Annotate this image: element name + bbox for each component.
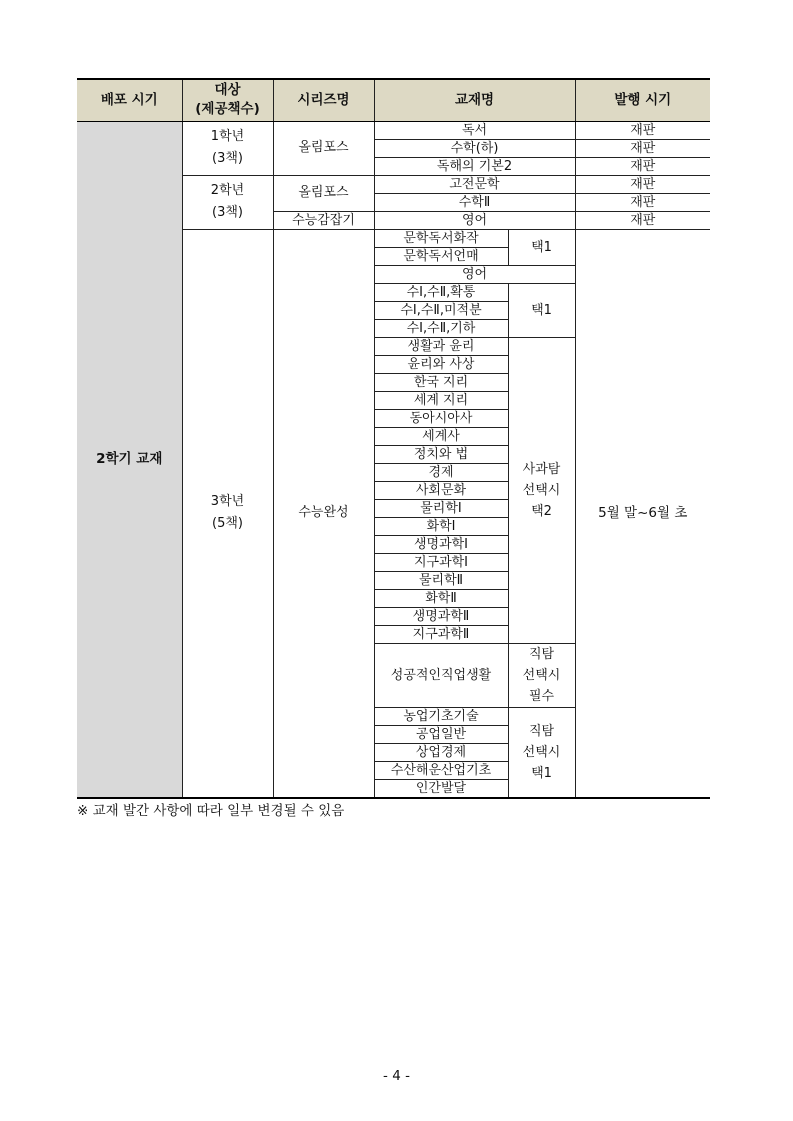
book-title: 수Ⅰ,수Ⅱ,기하 [374,319,508,337]
book-title: 수산해운산업기초 [374,761,508,779]
math-choice-note: 택1 [508,283,575,337]
book-title: 독서 [374,121,575,139]
book-title: 물리학Ⅰ [374,499,508,517]
book-title: 영어 [374,265,575,283]
book-title: 상업경제 [374,743,508,761]
book-status: 재판 [575,211,710,229]
term-label: 2학기 교재 [77,121,182,798]
book-status: 재판 [575,175,710,193]
book-title: 윤리와 사상 [374,355,508,373]
grade2-series-a: 올림포스 [273,175,374,211]
book-title: 농업기초기술 [374,707,508,725]
book-title: 경제 [374,463,508,481]
footnote: ※ 교재 발간 사항에 따라 일부 변경될 수 있음 [77,803,345,819]
grade1-label: 1학년 (3책) [182,121,273,175]
grade3-label: 3학년 (5책) [182,229,273,798]
book-title: 문학독서화작 [374,229,508,247]
book-status: 재판 [575,121,710,139]
book-title: 독해의 기본2 [374,157,575,175]
book-title: 생활과 윤리 [374,337,508,355]
book-title: 세계사 [374,427,508,445]
book-title: 물리학Ⅱ [374,571,508,589]
book-title: 지구과학Ⅱ [374,625,508,643]
header-target: 대상 (제공책수) [182,79,273,121]
book-title: 사회문화 [374,481,508,499]
book-title: 공업일반 [374,725,508,743]
grade1-series: 올림포스 [273,121,374,175]
vocational-required-note: 직탐 선택시 필수 [508,643,575,707]
book-title: 영어 [374,211,575,229]
book-title: 세계 지리 [374,391,508,409]
page-number: - 4 - [383,1068,410,1084]
book-title: 수Ⅰ,수Ⅱ,확통 [374,283,508,301]
book-title: 인간발달 [374,779,508,798]
book-title: 지구과학Ⅰ [374,553,508,571]
book-title: 생명과학Ⅱ [374,607,508,625]
book-title: 생명과학Ⅰ [374,535,508,553]
header-release-period: 배포 시기 [77,79,182,121]
book-title: 고전문학 [374,175,575,193]
book-title: 문학독서언매 [374,247,508,265]
table-row [77,121,710,139]
vocational-choice-note: 직탐 선택시 택1 [508,707,575,798]
header-textbook-name: 교재명 [374,79,575,121]
book-title: 정치와 법 [374,445,508,463]
book-title: 수Ⅰ,수Ⅱ,미적분 [374,301,508,319]
textbook-schedule-table [77,78,710,799]
korean-choice-note: 택1 [508,229,575,265]
header-publish-period: 발행 시기 [575,79,710,121]
grade3-release-period: 5월 말~6월 초 [575,229,710,798]
book-status: 재판 [575,157,710,175]
header-series-name: 시리즈명 [273,79,374,121]
book-title: 화학Ⅱ [374,589,508,607]
grade2-label: 2학년 (3책) [182,175,273,229]
book-status: 재판 [575,139,710,157]
grade3-series: 수능완성 [273,229,374,798]
book-title: 수학(하) [374,139,575,157]
book-title: 동아시아사 [374,409,508,427]
grade2-series-b: 수능감잡기 [273,211,374,229]
book-title: 수학Ⅱ [374,193,575,211]
book-title: 화학Ⅰ [374,517,508,535]
inquiry-choice-note: 사과탐 선택시 택2 [508,337,575,643]
header-row [77,79,710,121]
book-title: 성공적인직업생활 [374,643,508,707]
book-status: 재판 [575,193,710,211]
book-title: 한국 지리 [374,373,508,391]
